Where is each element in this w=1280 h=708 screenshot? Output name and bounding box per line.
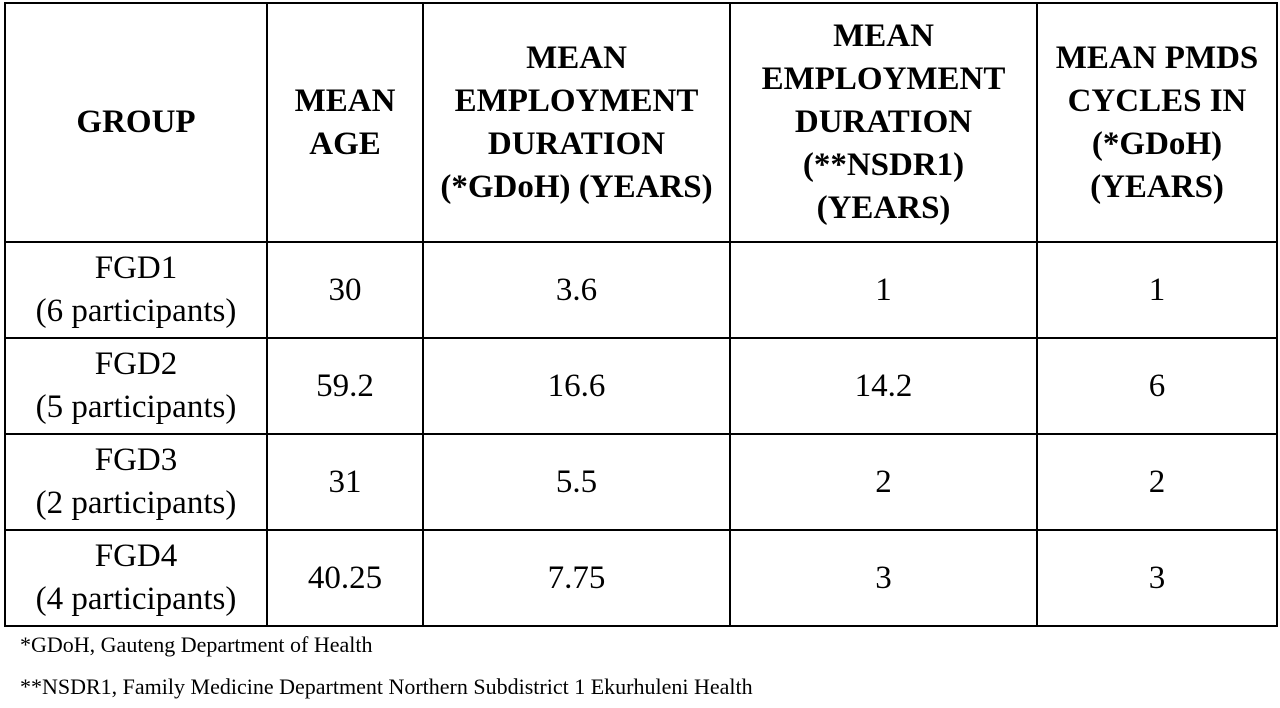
participant-count: (5 participants) (35, 389, 237, 425)
pmds-cycles-cell: 2 (1037, 434, 1277, 530)
group-name: FGD3 (94, 442, 178, 478)
participant-count: (2 participants) (35, 485, 237, 521)
table-row (5, 338, 1277, 434)
participant-count: (4 participants) (35, 581, 237, 617)
table-row (5, 242, 1277, 338)
employment-gdoh-cell: 16.6 (423, 338, 730, 434)
employment-nsdr1-cell: 1 (730, 242, 1037, 338)
footnotes (20, 634, 753, 698)
mean-age-cell: 30 (267, 242, 423, 338)
footnote-nsdr1: **NSDR1, Family Medicine Department Northern Subdistrict 1 Ekurhuleni Health (20, 674, 753, 699)
employment-nsdr1-cell: 14.2 (730, 338, 1037, 434)
employment-nsdr1-cell: 3 (730, 530, 1037, 626)
mean-age-cell: 31 (267, 434, 423, 530)
header-employment-gdoh: MEAN EMPLOYMENT DURATION (*GDoH) (YEARS) (423, 3, 730, 242)
group-name: FGD4 (94, 538, 178, 574)
table-row (5, 530, 1277, 626)
employment-gdoh-cell: 5.5 (423, 434, 730, 530)
header-employment-nsdr1: MEAN EMPLOYMENT DURATION (**NSDR1) (YEARS) (730, 3, 1037, 242)
mean-age-cell: 40.25 (267, 530, 423, 626)
employment-gdoh-cell: 7.75 (423, 530, 730, 626)
group-cell (5, 338, 267, 434)
pmds-cycles-cell: 6 (1037, 338, 1277, 434)
pmds-cycles-cell: 3 (1037, 530, 1277, 626)
header-mean-age: MEAN AGE (267, 3, 423, 242)
pmds-cycles-cell: 1 (1037, 242, 1277, 338)
mean-age-cell: 59.2 (267, 338, 423, 434)
group-cell (5, 434, 267, 530)
employment-gdoh-cell: 3.6 (423, 242, 730, 338)
group-name: FGD1 (94, 250, 178, 286)
table-body (5, 242, 1277, 626)
group-characteristics-table (4, 2, 1278, 627)
group-cell (5, 530, 267, 626)
header-pmds-cycles: MEAN PMDS CYCLES IN (*GDoH) (YEARS) (1037, 3, 1277, 242)
group-cell (5, 242, 267, 338)
participant-count: (6 participants) (35, 293, 237, 329)
header-row (5, 3, 1277, 242)
header-group: GROUP (5, 3, 267, 242)
group-name: FGD2 (94, 346, 178, 382)
footnote-gdoh: *GDoH, Gauteng Department of Health (20, 632, 373, 657)
table-header (5, 3, 1277, 242)
table-row (5, 434, 1277, 530)
employment-nsdr1-cell: 2 (730, 434, 1037, 530)
